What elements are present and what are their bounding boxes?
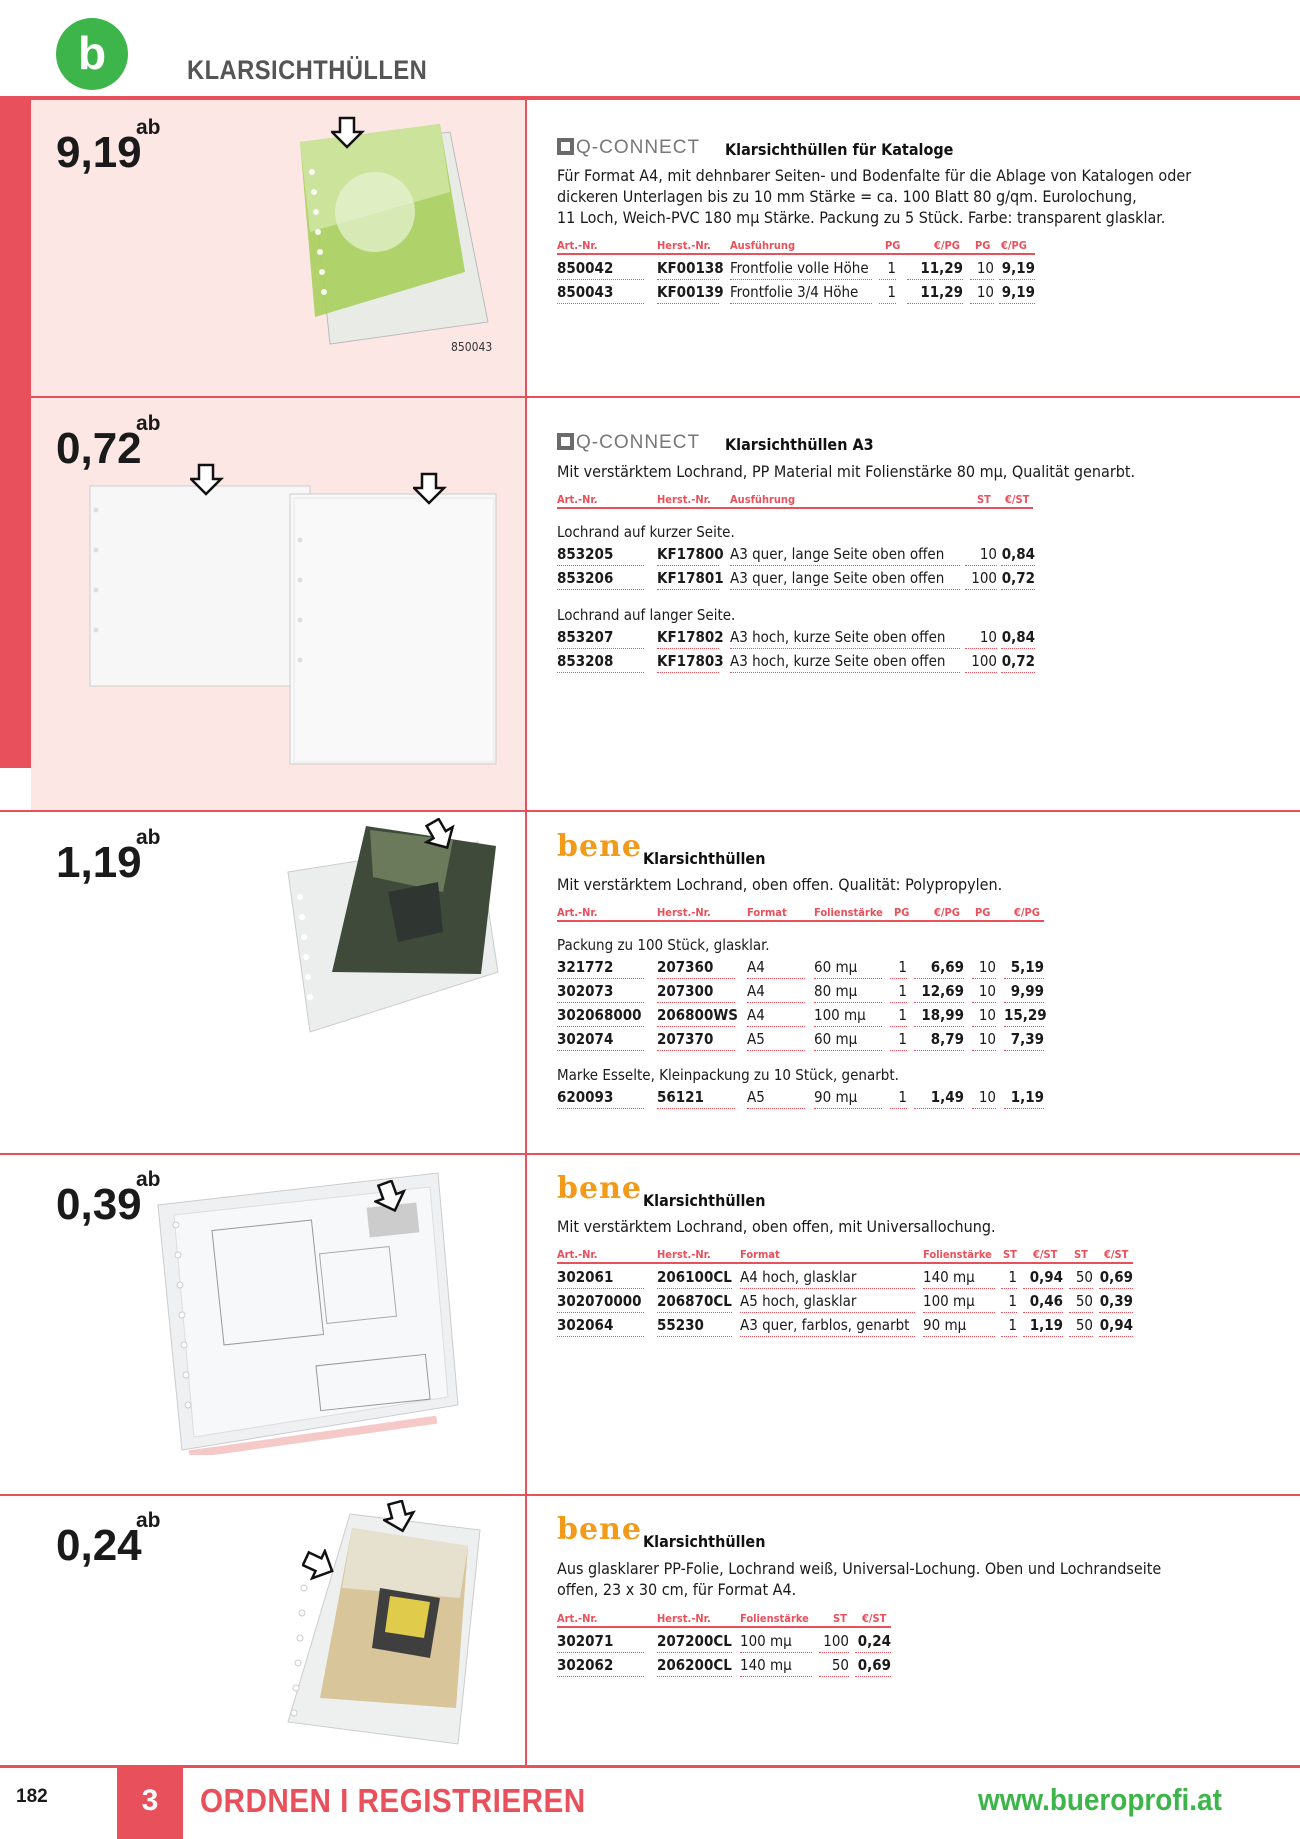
down-arrow-icon <box>374 1180 408 1214</box>
chapter-side-tab <box>0 100 31 768</box>
website-link[interactable]: www.bueroprofi.at <box>978 1782 1222 1817</box>
product-description: Für Format A4, mit dehnbarer Seiten- und Bodenfalte für die Ablage von Katalogen oder dickeren Unterlagen bis zu 10 mm Stärke = ca. 100 Blatt 80 g/qm. Eurolochung, 11 Loch, Weich-PVC 180 mµ Stärke. Packung zu 5 Stück. Farbe: transparent glasklar. <box>557 166 1192 227</box>
price-value: 0,72 <box>56 424 142 473</box>
price-tag <box>56 412 161 474</box>
section-divider <box>0 1153 1300 1155</box>
product-title: Klarsichthüllen <box>643 1191 766 1210</box>
price-prefix: ab <box>136 116 161 139</box>
right-arrow-icon <box>302 1549 336 1583</box>
product-image-catalog-sleeve[interactable] <box>270 112 500 352</box>
chapter-number[interactable]: 3 <box>117 1768 183 1839</box>
price-value: 1,19 <box>56 838 142 887</box>
price-tag <box>56 1509 161 1571</box>
price-prefix: ab <box>136 1168 161 1191</box>
product-description: Aus glasklarer PP-Folie, Lochrand weiß, Universal-Lochung. Oben und Lochrandseite offen, 23 x 30 cm, für Format A4. <box>557 1559 1162 1599</box>
table-header: Art.-Nr. Herst.-Nr. Ausführung ST €/ST <box>557 493 1033 509</box>
price-prefix: ab <box>136 826 161 849</box>
price-prefix: ab <box>136 412 161 435</box>
brand-logo[interactable]: b <box>56 18 128 90</box>
brand-logo-qconnect: Q-CONNECT <box>557 137 700 159</box>
product-image-universal-sleeve[interactable] <box>148 1165 463 1455</box>
section-divider <box>0 1494 1300 1496</box>
image-caption: 850043 <box>451 340 493 354</box>
product-description: Mit verstärktem Lochrand, oben offen, mit Universallochung. <box>557 1217 996 1236</box>
chapter-title[interactable]: ORDNEN I REGISTRIEREN <box>200 1782 586 1819</box>
down-arrow-icon <box>383 1500 417 1534</box>
table-header: Art.-Nr. Herst.-Nr. Ausführung PG €/PG PG €/PG <box>557 239 1035 255</box>
down-arrow-icon <box>413 472 447 506</box>
product-image-glassclear-sleeve[interactable] <box>280 1508 505 1750</box>
price-prefix: ab <box>136 1509 161 1532</box>
product-title: Klarsichthüllen A3 <box>725 435 874 454</box>
product-image-pp-sleeve[interactable] <box>278 822 503 1037</box>
brand-logo-bene: bene <box>557 829 642 864</box>
down-arrow-icon <box>424 818 458 852</box>
brand-logo-bene: bene <box>557 1171 642 1206</box>
section-divider <box>0 396 1300 398</box>
section-divider <box>0 810 1300 812</box>
table-header: Art.-Nr. Herst.-Nr. Format Folienstärke PG €/PG PG €/PG <box>557 906 1044 922</box>
table-header: Art.-Nr. Herst.-Nr. Folienstärke ST €/ST <box>557 1612 891 1628</box>
price-tag <box>56 826 161 888</box>
group-note: Lochrand auf kurzer Seite. <box>557 523 735 541</box>
product-image-a3-sleeves[interactable] <box>86 480 506 770</box>
price-value: 0,24 <box>56 1521 142 1570</box>
qconnect-mark-icon <box>557 433 574 450</box>
down-arrow-icon <box>190 463 224 497</box>
page-number: 182 <box>16 1786 48 1807</box>
product-description: Mit verstärktem Lochrand, oben offen. Qualität: Polypropylen. <box>557 875 1003 894</box>
column-divider <box>525 100 527 1765</box>
page-title: KLARSICHTHÜLLEN <box>187 55 428 85</box>
product-title: Klarsichthüllen <box>643 1532 766 1551</box>
price-value: 0,39 <box>56 1180 142 1229</box>
price-tag <box>56 116 161 178</box>
group-note: Lochrand auf langer Seite. <box>557 606 736 624</box>
catalog-page: b KLARSICHTHÜLLEN ab 9,19 850043 Q-CONNECT Klarsichthüllen für Kataloge Für Format A4, mit dehnbarer Seiten- und Bodenfalte für die Ablage von Katalogen oder dickeren Unterlagen bis zu 10 mm Stärke = ca. 100 Blatt 80 g/qm. Eurolochung, 11 Loch, Weich-PVC 180 mµ Stärke. Packung zu 5 Stück. Farbe: transparent glasklar. Art.-Nr. Herst.-Nr. Ausführung PG €/PG PG €/PG 850042 KF00138 Frontfolie volle Höhe 1 11,29 10 9,19 850043 KF00139 Frontfolie 3/4 Höhe 1 11,29 10 9,19 ab 0,72 Q-CONNECT Klarsichthüllen A3 Mit verstärktem Lochrand, PP Material mit Folienstärke 80 mµ, Qualität genarbt. Art.-Nr. Herst.-Nr. Ausführung ST €/ST Lochrand auf kurzer Seite. 853205 KF17800 A3 quer, lange Seite oben offen 10 0,84 853206 KF17801 A3 quer, lange Seite oben offen 100 0,72 Lochrand auf langer Seite. 853207 KF17802 A3 hoch, kurze Seite oben offen 10 0,84 853208 KF17803 A3 hoch, kurze Seite oben offen 100 0,72 ab 1,19 bene Klarsichthüllen Mit verstärktem Lochrand, oben offen. Qualität: Polypropylen. Art.-Nr. Herst.-Nr. Format Folienstärke PG €/PG PG €/PG Packung zu 100 Stück, glasklar. 321772 207360 A4 60 mµ 1 6,69 10 5,19 302073 207300 A4 80 mµ 1 12,69 10 9,99 302068000 206800WS A4 100 mµ 1 18,99 10 15,29 302074 207370 A5 60 mµ 1 8,79 10 7,39 Marke Esselte, Kleinpackung zu 10 Stück, genarbt. 620093 56121 A5 90 mµ 1 1,49 10 1,19 ab 0,39 bene Klarsichthüllen Mit verstärktem Lochrand, oben offen, mit Universallochung. Art.-Nr. Herst.-Nr. Format Folienstärke ST €/ST ST €/ST 302061 206100CL A4 hoch, glasklar 140 mµ 1 0,94 50 0,69 302070000 206870CL A5 hoch, glasklar 100 mµ 1 0,46 50 0,39 302064 55230 A3 quer, farblos, genarbt 90 mµ 1 1,19 50 0,94 ab 0,24 bene Klarsichthüllen Aus glasklarer PP-Folie, Lochrand weiß, Universal-Lochung. Oben und Lochrandseite offen, 23 x 30 cm, für Format A4. Art.-Nr. Herst.-Nr. Folienstärke ST €/ST 302071 207200CL 100 mµ 100 0,24 302062 206200CL 140 mµ 50 0,69 182 3 ORDNEN I REGISTRIEREN www.bueroprofi.at <box>0 0 1300 1839</box>
footer-divider <box>0 1765 1300 1768</box>
price-tag <box>56 1168 161 1230</box>
price-value: 9,19 <box>56 128 142 177</box>
product-description: Mit verstärktem Lochrand, PP Material mit Folienstärke 80 mµ, Qualität genarbt. <box>557 462 1136 481</box>
brand-logo-qconnect: Q-CONNECT <box>557 432 700 454</box>
product-title: Klarsichthüllen für Kataloge <box>725 140 954 159</box>
brand-logo-bene: bene <box>557 1512 642 1547</box>
table-header: Art.-Nr. Herst.-Nr. Format Folienstärke ST €/ST ST €/ST <box>557 1248 1133 1264</box>
qconnect-mark-icon <box>557 138 574 155</box>
group-note: Packung zu 100 Stück, glasklar. <box>557 936 770 954</box>
group-note: Marke Esselte, Kleinpackung zu 10 Stück, genarbt. <box>557 1066 899 1084</box>
down-arrow-icon <box>331 116 365 150</box>
product-title: Klarsichthüllen <box>643 849 766 868</box>
